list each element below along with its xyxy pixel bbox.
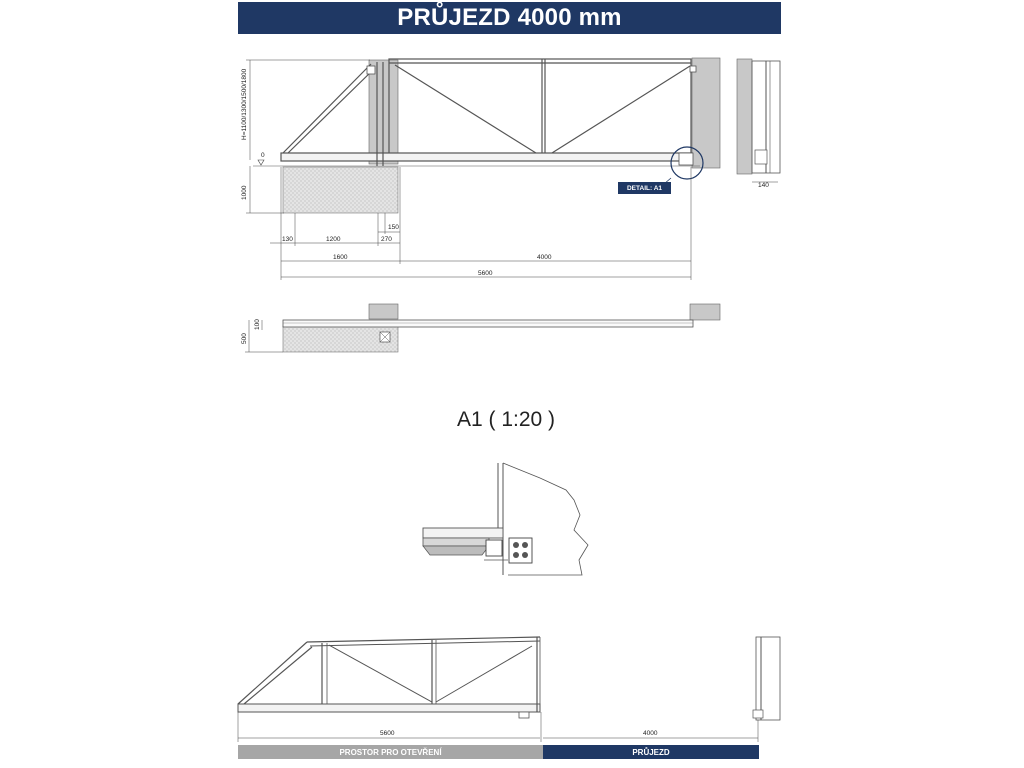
detail-scale-title: A1 ( 1:20 ) [456, 408, 556, 431]
gate-frame [281, 59, 692, 166]
plan-dim-100: 100 [254, 319, 261, 330]
detail-label: DETAIL: A1 [626, 184, 663, 192]
elevation-view [241, 58, 720, 280]
dim-1200: 1200 [326, 236, 341, 243]
height-label: H=1100/1300/1500/1800 [241, 68, 248, 140]
legend-passage [543, 745, 759, 759]
detail-tag [618, 182, 671, 194]
dim-130: 130 [282, 236, 293, 243]
dim-1600: 1600 [333, 254, 348, 261]
legend-open-space [238, 745, 543, 759]
level-mark: 0 [261, 152, 265, 159]
open-dim-4000: 4000 [643, 730, 658, 737]
page-title: PRŮJEZD 4000 mm [397, 4, 622, 31]
dim-150: 150 [388, 224, 399, 231]
dim-270: 270 [381, 236, 392, 243]
legend-passage-label: PRŮJEZD [632, 747, 670, 757]
open-dim-5600: 5600 [380, 730, 395, 737]
dim-5600: 5600 [478, 270, 493, 277]
legend-open-space-label: PROSTOR PRO OTEVŘENÍ [339, 747, 442, 757]
foundation-depth-label: 1000 [241, 185, 248, 200]
foundation [283, 167, 398, 213]
side-width-label: 140 [758, 182, 769, 189]
plan-view [241, 304, 720, 352]
open-view [238, 637, 780, 742]
side-view [737, 59, 780, 189]
detail-a1-view [423, 463, 588, 575]
side-pillar [737, 59, 752, 174]
plan-dim-500: 500 [241, 333, 248, 344]
dim-4000: 4000 [537, 254, 552, 261]
right-pillar [692, 58, 720, 168]
